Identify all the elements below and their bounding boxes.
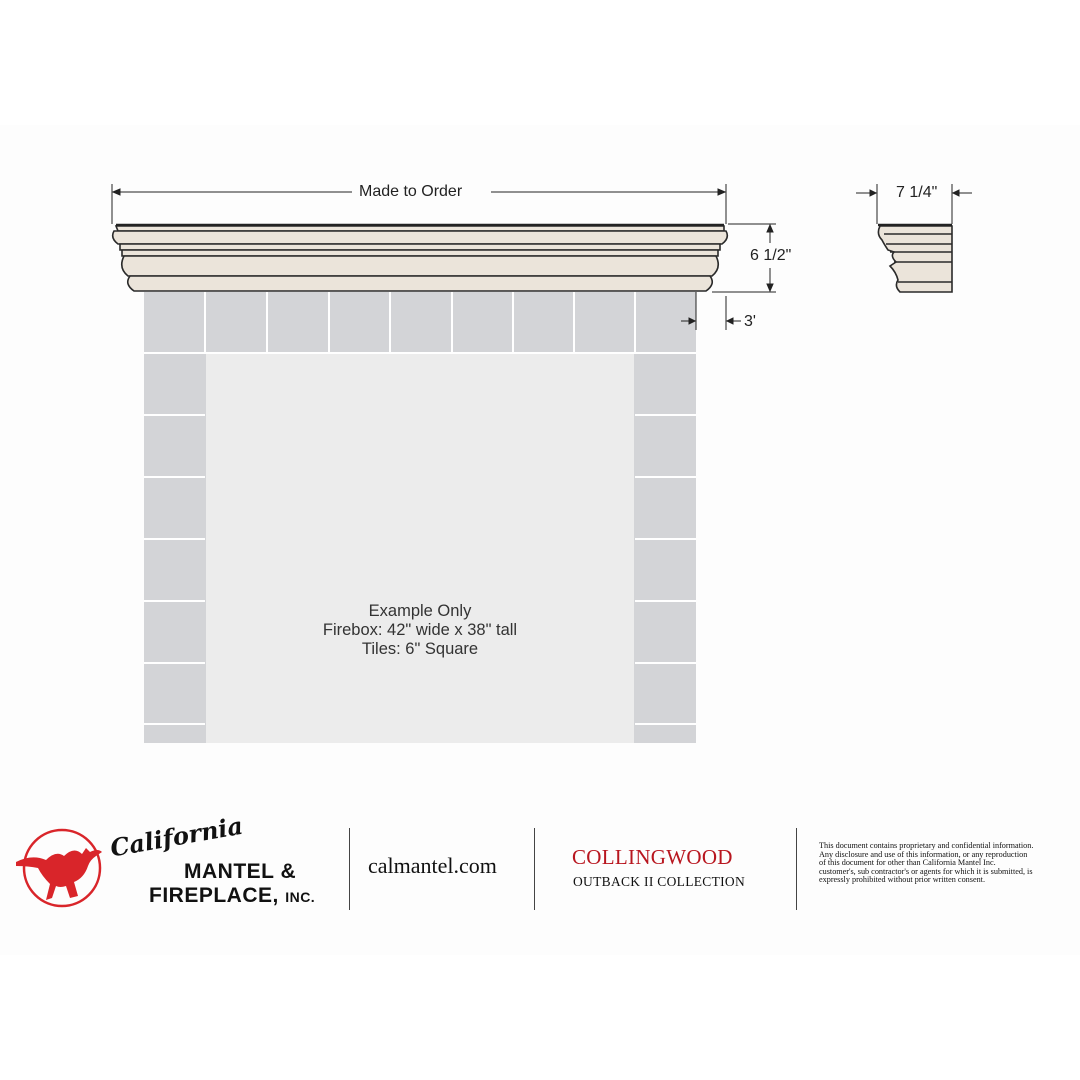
collection-title: COLLINGWOOD (572, 845, 733, 869)
height-label: 6 1/2" (750, 247, 792, 264)
footer-divider (349, 828, 350, 910)
projection-label: 3' (744, 313, 756, 330)
width-label: Made to Order (359, 183, 463, 200)
note-line-2: Firebox: 42" wide x 38" tall (322, 621, 518, 639)
footer-divider (534, 828, 535, 910)
note-line-3: Tiles: 6" Square (361, 640, 479, 658)
note-line-1: Example Only (368, 602, 472, 620)
brand-line-fireplace: FIREPLACE, INC. (149, 884, 316, 907)
collection-subtitle: OUTBACK II COLLECTION (573, 874, 746, 889)
mantel-side-profile (878, 226, 952, 292)
brand-logo (12, 810, 337, 910)
legal-disclaimer: This document contains proprietary and confidential information. Any disclosure and use of this information, or any reproduction of this document for other than California Mantel Inc. customer's, sub contractor's or agents for which it is submitted, is expressly prohibited without prior written consent. (819, 841, 1034, 885)
website-link[interactable]: calmantel.com (368, 853, 497, 878)
mantel-shelf (113, 226, 728, 291)
example-note (300, 602, 540, 659)
depth-label: 7 1/4" (896, 184, 938, 201)
brand-line-mantel: MANTEL & (184, 860, 297, 883)
tile-surround (144, 292, 696, 743)
footer-divider (796, 828, 797, 910)
kangaroo-icon (12, 826, 112, 908)
firebox (206, 354, 634, 743)
brand-script: California (108, 810, 245, 863)
